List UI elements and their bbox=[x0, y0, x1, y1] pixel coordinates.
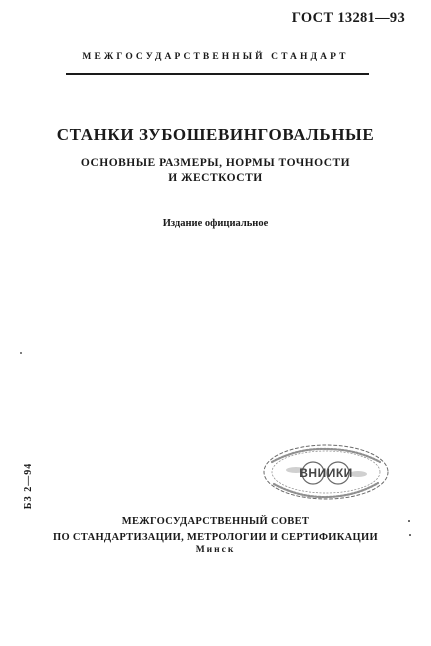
scan-speck bbox=[409, 534, 411, 536]
side-code: БЗ 2—94 bbox=[22, 462, 34, 510]
document-subtitle bbox=[0, 156, 431, 186]
publisher-line-1: МЕЖГОСУДАРСТВЕННЫЙ СОВЕТ bbox=[121, 516, 310, 527]
stamp-text: ВНИИКИ bbox=[299, 466, 353, 480]
header-rule bbox=[66, 73, 369, 75]
edition-label: Издание официальное bbox=[162, 218, 269, 229]
standard-type: МЕЖГОСУДАРСТВЕННЫЙ СТАНДАРТ bbox=[82, 52, 349, 62]
publication-city: Минск bbox=[195, 545, 236, 555]
publisher-line-2: ПО СТАНДАРТИЗАЦИИ, МЕТРОЛОГИИ И СЕРТИФИКАЦИИ bbox=[53, 531, 378, 543]
document-title: СТАНКИ ЗУБОШЕВИНГОВАЛЬНЫЕ bbox=[56, 125, 375, 144]
publisher bbox=[0, 514, 431, 545]
subtitle-line-2: И ЖЕСТКОСТИ bbox=[168, 172, 263, 184]
subtitle-line-1: ОСНОВНЫЕ РАЗМЕРЫ, НОРМЫ ТОЧНОСТИ bbox=[80, 157, 351, 169]
registration-stamp-icon bbox=[258, 440, 394, 504]
document-number: ГОСТ 13281—93 bbox=[291, 10, 405, 26]
scan-speck bbox=[408, 520, 410, 522]
scan-speck bbox=[20, 352, 22, 354]
